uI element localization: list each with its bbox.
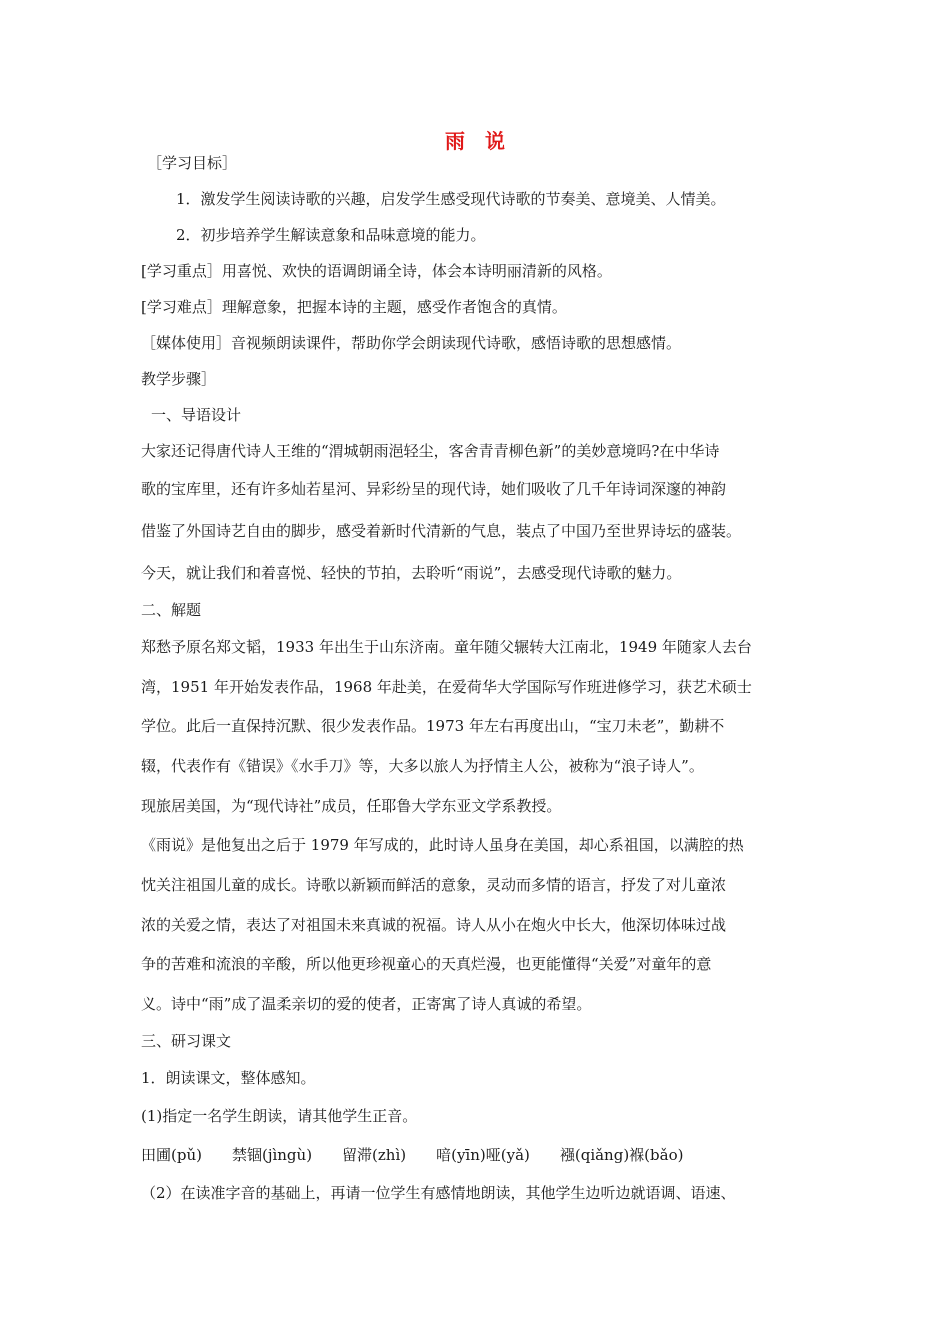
goal-item-2: 2．初步培养学生解读意象和品味意境的能力。: [176, 226, 486, 244]
paragraph-line: 辍，代表作有《错误》《水手刀》等，大多以旅人为抒情主人公，被称为“浪子诗人”。: [141, 757, 704, 775]
paragraph-line: 郑愁予原名郑文韬，1933 年出生于山东济南。童年随父辗转大江南北，1949 年随家人去台: [141, 638, 752, 656]
key-points: [学习重点］用喜悦、欢快的语调朗诵全诗，体会本诗明丽清新的风格。: [141, 262, 612, 280]
paragraph-line: 大家还记得唐代诗人王维的“渭城朝雨浥轻尘，客舍青青柳色新”的美妙意境吗?在中华诗: [141, 442, 720, 460]
section-heading-study-text: 三、研习课文: [141, 1032, 232, 1050]
paragraph-line: 借鉴了外国诗艺自由的脚步，感受着新时代清新的气息，装点了中国乃至世界诗坛的盛装。: [141, 522, 742, 540]
media-usage: ［媒体使用］音视频朗读课件，帮助你学会朗读现代诗歌，感悟诗歌的思想感情。: [141, 334, 682, 352]
teaching-steps-heading: 教学步骤］: [141, 370, 217, 388]
section-heading-learning-goals: ［学习目标］: [147, 154, 238, 172]
goal-item-1: 1．激发学生阅读诗歌的兴趣，启发学生感受现代诗歌的节奏美、意境美、人情美。: [176, 190, 726, 208]
section-heading-title-analysis: 二、解题: [141, 601, 202, 619]
pronunciation-list: 田圃(pǔ) 禁锢(jìngù) 留滞(zhì) 喑(yīn)哑(yǎ) 襁(qiǎng)褓(bǎo): [141, 1146, 684, 1164]
paragraph-line: 忱关注祖国儿童的成长。诗歌以新颖而鲜活的意象，灵动而多情的语言，抒发了对儿童浓: [141, 876, 727, 894]
paragraph-line: 学位。此后一直保持沉默、很少发表作品。1973 年左右再度出山，“宝刀未老”，勤耕不: [141, 717, 725, 735]
step-item: (1)指定一名学生朗读，请其他学生正音。: [141, 1107, 418, 1125]
paragraph-line: 歌的宝库里，还有许多灿若星河、异彩纷呈的现代诗，她们吸收了几千年诗词深邃的神韵: [141, 480, 727, 498]
paragraph-line: 《雨说》是他复出之后于 1979 年写成的，此时诗人虽身在美国，却心系祖国，以满腔的热: [141, 836, 744, 854]
step-item: （2）在读准字音的基础上，再请一位学生有感情地朗读，其他学生边听边就语调、语速、: [141, 1184, 736, 1202]
difficult-points: [学习难点］理解意象，把握本诗的主题，感受作者饱含的真情。: [141, 298, 567, 316]
paragraph-line: 今天，就让我们和着喜悦、轻快的节拍，去聆听“雨说”，去感受现代诗歌的魅力。: [141, 564, 682, 582]
page-title: 雨 说: [445, 129, 505, 153]
paragraph-line: 争的苦难和流浪的辛酸，所以他更珍视童心的天真烂漫，也更能懂得“关爱”对童年的意: [141, 955, 712, 973]
section-heading-intro: 一、导语设计: [151, 406, 242, 424]
paragraph-line: 湾，1951 年开始发表作品，1968 年赴美，在爱荷华大学国际写作班进修学习，获艺术硕士: [141, 678, 752, 696]
paragraph-line: 义。诗中“雨”成了温柔亲切的爱的使者，正寄寓了诗人真诚的希望。: [141, 995, 592, 1013]
paragraph-line: 现旅居美国，为“现代诗社”成员，任耶鲁大学东亚文学系教授。: [141, 797, 562, 815]
step-item: 1．朗读课文，整体感知。: [141, 1069, 316, 1087]
paragraph-line: 浓的关爱之情，表达了对祖国未来真诚的祝福。诗人从小在炮火中长大，他深切体味过战: [141, 916, 727, 934]
